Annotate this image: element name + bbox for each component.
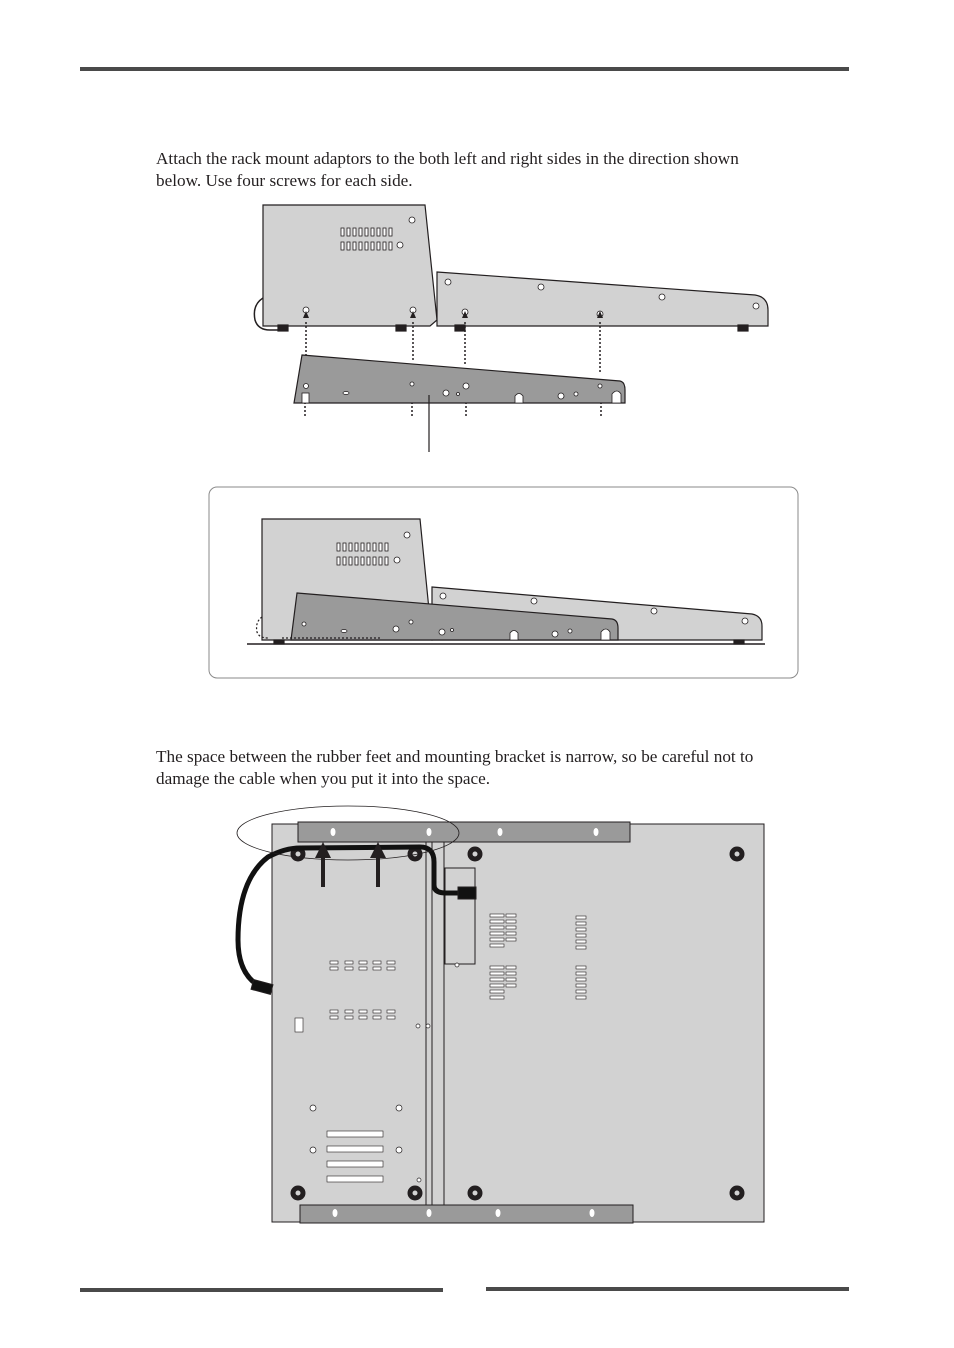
cable-caution-text: The space between the rubber feet and mounting bracket is narrow, so be careful not to damage the cable when you put it into the space. <box>156 747 754 788</box>
footer-rule-right <box>486 1287 849 1291</box>
attach-instruction-text: Attach the rack mount adaptors to the both left and right sides in the direction shown below. Use four screws for each side. <box>156 149 739 190</box>
footer-rule-left <box>80 1288 443 1292</box>
